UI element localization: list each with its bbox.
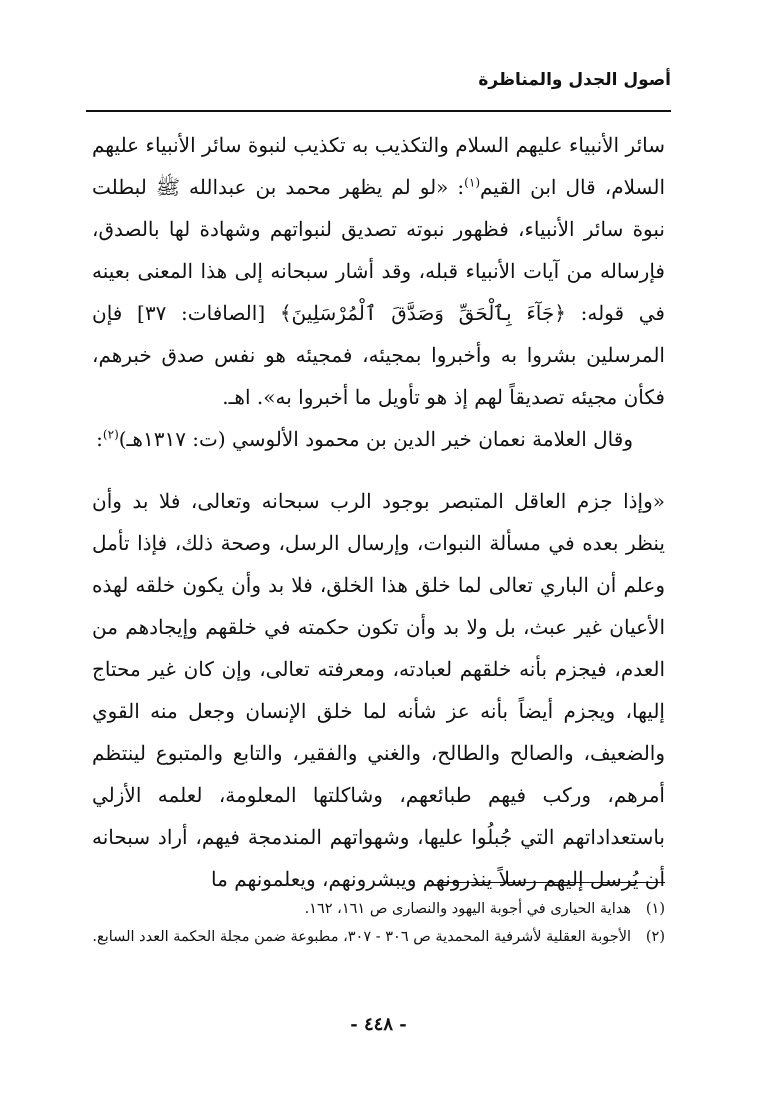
header-divider: [86, 110, 671, 112]
paragraph-ibn-alqayyim-quote: [92, 124, 665, 418]
main-text: [92, 124, 665, 900]
running-header-title: أصول الجدل والمناظرة: [478, 70, 671, 90]
paragraph-spacer: [92, 460, 665, 480]
paragraph-2-end: :: [96, 427, 103, 451]
footnote-divider: [437, 882, 665, 883]
paragraph-2-start: وقال العلامة نعمان خير الدين بن محمود الألوسي (ت: ١٣١٧هـ): [118, 427, 633, 451]
paragraph-alalusi-quote: «وإذا جزم العاقل المتبصر بوجود الرب سبحانه وتعالى، فلا بد وأن ينظر بعده في مسألة النبوات، وإرسال الرسل، وصحة ذلك، فإذا تأمل وعلم أن الباري تعالى لما خلق هذا الخلق، فلا بد وأن يكون خلقه لهذه الأعيان غير عبث، بل ولا بد وأن تكون حكمته في خلقهم وإيجادهم من العدم، فيجزم بأنه خلقهم لعبادته، ومعرفته تعالى، وإن كان غير محتاج إليها، ويجزم أيضاً بأنه عز شأنه لما خلق الإنسان وجعل منه القوي والضعيف، والصالح والطالح، والغني والفقير، والتابع والمتبوع لينتظم أمرهم، وركب فيهم طبائعهم، وشاكلتها المعلومة، لعلمه الأزلي باستعداداتهم التي جُبلُوا عليها، وشهواتهم المندمجة فيهم، أراد سبحانه أن يُرسل إليهم رسلاً ينذرونهم ويبشرونهم، ويعلمونهم ما: [92, 489, 665, 891]
footnotes: [92, 895, 665, 951]
paragraph-alalusi-intro: [92, 418, 665, 460]
footnote-1-text: هداية الحيارى في أجوبة اليهود والنصارى ص ١٦١، ١٦٢.: [304, 901, 631, 917]
paragraph-1-start: سائر الأنبياء عليهم السلام والتكذيب به تكذيب لنبوة سائر الأنبياء عليهم السلام، قال ابن القيم: [92, 133, 666, 199]
page-number: - ٤٤٨ -: [350, 1014, 407, 1035]
footnote-1-number: (١): [645, 901, 665, 917]
paragraph-1-rest: : «لو لم يظهر محمد بن عبدالله ﷺ لبطلت نبوة سائر الأنبياء، فظهور نبوته تصديق لنبواتهم وشهادة لها بالصدق، فإرساله من آيات الأنبياء قبله، وقد أشار سبحانه إلى هذا المعنى بعينه في قوله: ﴿جَآءَ بِٱلْحَقِّ وَصَدَّقَ ٱلْمُرْسَلِينَ﴾ [الصافات: ٣٧] فإن المرسلين بشروا به وأخبروا بمجيئه، فمجيئه هو نفس صدق خبرهم، فكأن مجيئه تصديقاً لهم إذ هو تأويل ما أخبروا به». اهـ.: [92, 175, 665, 409]
footnote-1: [92, 895, 665, 923]
footnote-2: [92, 923, 665, 951]
footnote-2-text: الأجوبة العقلية لأشرفية المحمدية ص ٣٠٦ - ٣٠٧، مطبوعة ضمن مجلة الحكمة العدد السابع.: [92, 929, 631, 945]
footnote-2-number: (٢): [645, 929, 665, 945]
footnote-ref-2: (٢): [102, 427, 119, 442]
footnote-ref-1: (١): [464, 175, 480, 190]
